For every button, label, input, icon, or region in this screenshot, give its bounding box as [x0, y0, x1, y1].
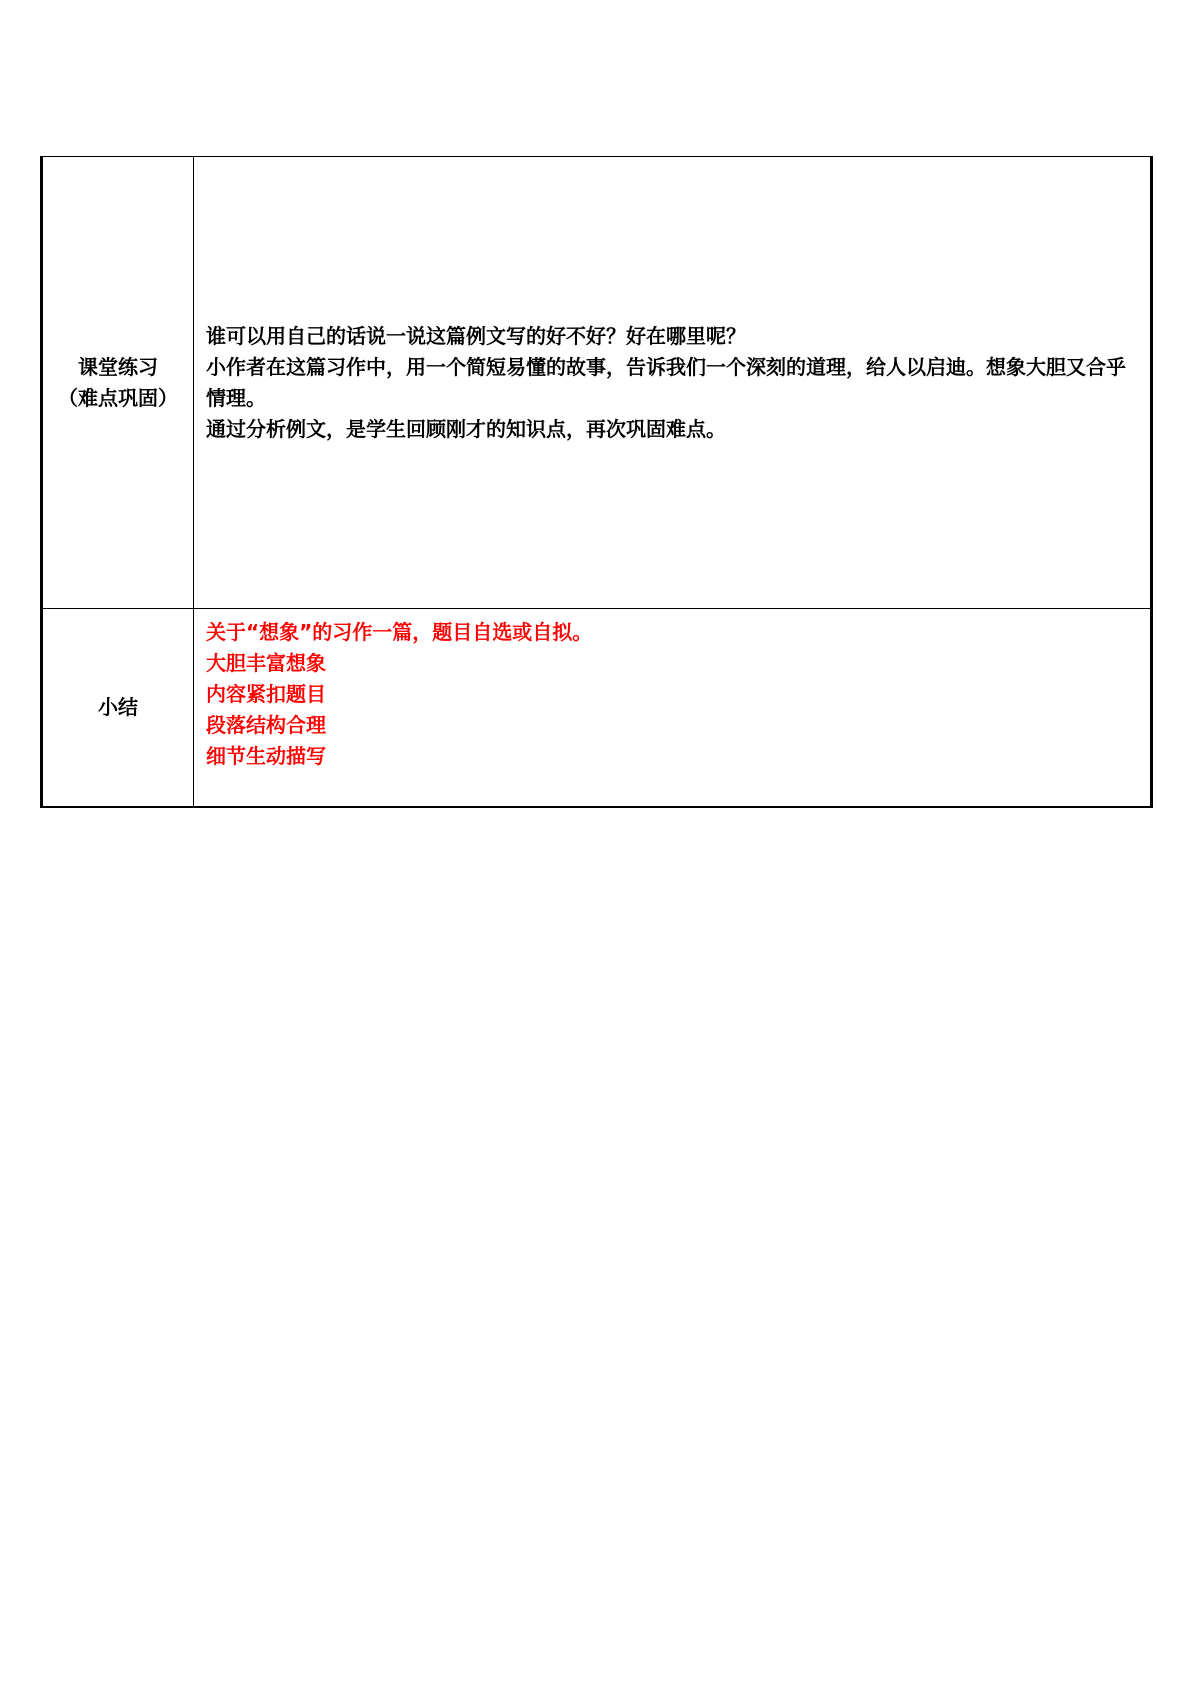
practice-label: 课堂练习 [78, 354, 158, 379]
practice-sublabel: （难点巩固） [58, 385, 178, 410]
lesson-plan-table [40, 156, 1153, 808]
summary-label-cell [42, 609, 194, 807]
summary-label: 小结 [98, 694, 138, 719]
practice-answer: 小作者在这篇习作中，用一个简短易懂的故事，告诉我们一个深刻的道理，给人以启迪。想象大胆又合乎情理。 [206, 354, 1126, 410]
summary-line: 大胆丰富想象 [206, 651, 326, 675]
table-row-summary [42, 609, 1152, 807]
summary-line: 段落结构合理 [206, 713, 326, 737]
practice-question: 谁可以用自己的话说一说这篇例文写的好不好？好在哪里呢？ [206, 323, 746, 348]
practice-intent: 通过分析例文，是学生回顾刚才的知识点，再次巩固难点。 [206, 416, 726, 441]
summary-line: 内容紧扣题目 [206, 682, 326, 706]
summary-line: 细节生动描写 [206, 744, 326, 768]
summary-content-cell [194, 609, 1152, 807]
summary-line: 关于“想象”的习作一篇，题目自选或自拟。 [206, 620, 593, 644]
practice-label-cell [42, 157, 194, 609]
practice-content-cell [194, 157, 1152, 609]
table-row-practice [42, 157, 1152, 609]
